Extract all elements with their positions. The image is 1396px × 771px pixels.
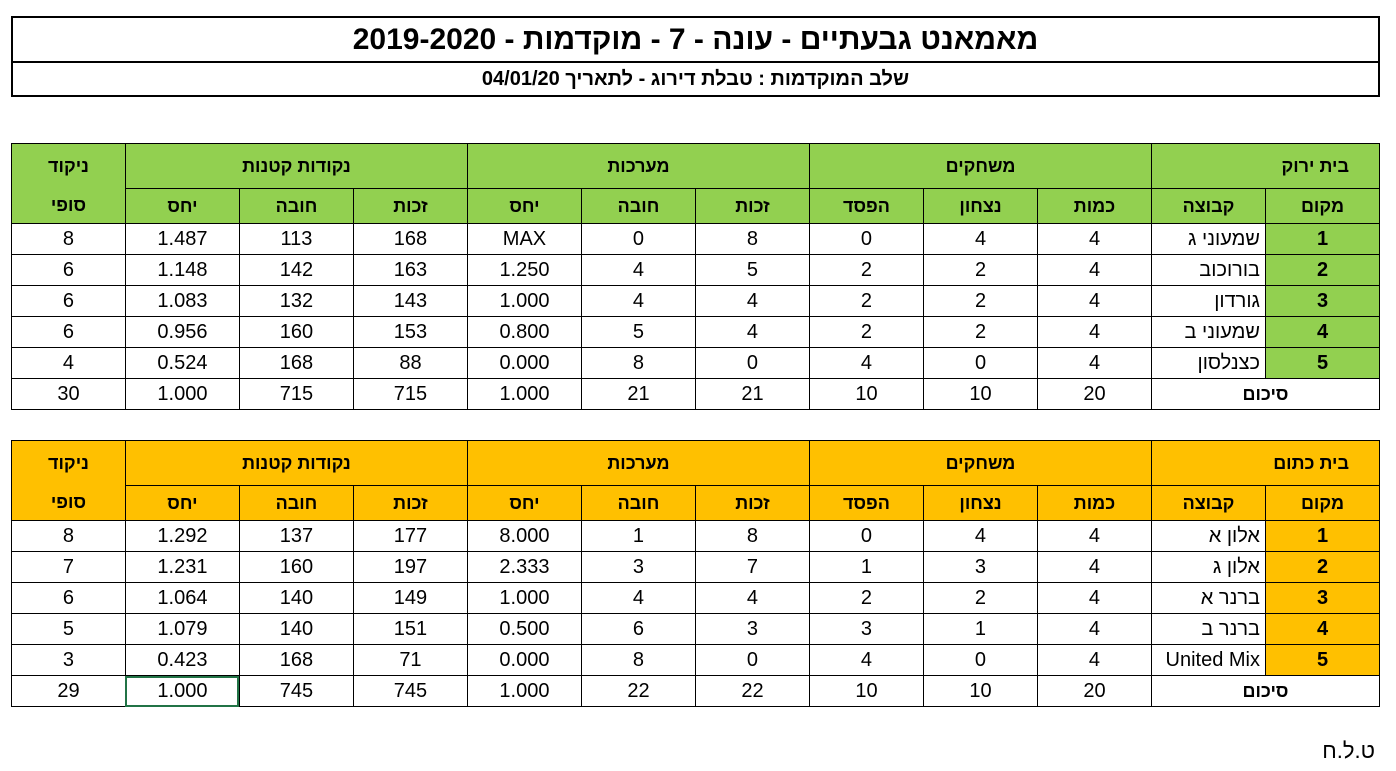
- rank-cell[interactable]: 3: [1266, 286, 1380, 317]
- score-cell[interactable]: 6: [12, 583, 126, 614]
- rank-cell[interactable]: 4: [1266, 317, 1380, 348]
- table-row: [12, 645, 1380, 676]
- games-header: משחקים: [809, 144, 1151, 189]
- won-cell[interactable]: 2: [924, 317, 1038, 348]
- sets-against-cell[interactable]: 8: [581, 645, 695, 676]
- score-header-top: ניקוד: [12, 441, 126, 486]
- won-header: נצחון: [923, 486, 1037, 521]
- rank-header: מקום: [1266, 189, 1380, 224]
- sets-for-cell[interactable]: 4: [695, 286, 809, 317]
- points-for-header: זכות: [353, 189, 467, 224]
- table-row: [12, 583, 1380, 614]
- points-header: נקודות קטנות: [125, 144, 467, 189]
- played-cell[interactable]: 4: [1038, 348, 1152, 379]
- group-table-green: [11, 143, 1380, 410]
- score-cell[interactable]: 6: [12, 317, 126, 348]
- played-cell[interactable]: 4: [1037, 614, 1151, 645]
- points-ratio-cell[interactable]: 1.231: [125, 552, 239, 583]
- rank-cell[interactable]: 1: [1266, 521, 1380, 552]
- team-cell[interactable]: שמעוני ג: [1152, 224, 1266, 255]
- points-against-cell[interactable]: 140: [239, 614, 353, 645]
- points-for-cell[interactable]: 163: [353, 255, 467, 286]
- rank-cell[interactable]: 4: [1266, 614, 1380, 645]
- sets-against-cell[interactable]: 3: [581, 552, 695, 583]
- group-name: בית ירוק: [1152, 144, 1380, 189]
- played-cell[interactable]: 20: [1037, 676, 1151, 707]
- sets-ratio-cell[interactable]: 2.333: [467, 552, 581, 583]
- played-cell[interactable]: 4: [1037, 552, 1151, 583]
- team-cell[interactable]: כצנלסון: [1152, 348, 1266, 379]
- sets-for-cell[interactable]: 4: [695, 583, 809, 614]
- sets-for-cell[interactable]: 7: [695, 552, 809, 583]
- lost-cell[interactable]: 0: [809, 521, 923, 552]
- score-cell[interactable]: 7: [12, 552, 126, 583]
- played-header: כמות: [1037, 486, 1151, 521]
- points-for-cell[interactable]: 745: [353, 676, 467, 707]
- played-header: כמות: [1038, 189, 1152, 224]
- score-header-bottom: סופי: [12, 486, 126, 521]
- sets-against-cell[interactable]: 21: [581, 379, 695, 410]
- played-cell[interactable]: 4: [1038, 255, 1152, 286]
- lost-cell[interactable]: 2: [809, 255, 923, 286]
- table-row: [12, 552, 1380, 583]
- rank-header: מקום: [1266, 486, 1380, 521]
- sets-header: מערכות: [467, 144, 809, 189]
- table-row: [12, 224, 1380, 255]
- played-cell[interactable]: 4: [1038, 317, 1152, 348]
- played-cell[interactable]: 4: [1038, 224, 1152, 255]
- points-ratio-cell[interactable]: 0.423: [125, 645, 239, 676]
- points-against-cell[interactable]: 168: [239, 645, 353, 676]
- sets-for-cell[interactable]: 5: [695, 255, 809, 286]
- played-cell[interactable]: 4: [1037, 521, 1151, 552]
- lost-cell[interactable]: 1: [809, 552, 923, 583]
- summary-row: [12, 676, 1380, 707]
- won-cell[interactable]: 10: [924, 379, 1038, 410]
- sets-against-cell[interactable]: 4: [581, 255, 695, 286]
- team-cell[interactable]: אלון ג: [1151, 552, 1265, 583]
- lost-cell[interactable]: 3: [809, 614, 923, 645]
- points-against-cell[interactable]: 132: [239, 286, 353, 317]
- won-cell[interactable]: 1: [923, 614, 1037, 645]
- team-cell[interactable]: שמעוני ב: [1152, 317, 1266, 348]
- won-header: נצחון: [924, 189, 1038, 224]
- sets-for-header: זכות: [695, 486, 809, 521]
- played-cell[interactable]: 4: [1038, 286, 1152, 317]
- points-header: נקודות קטנות: [125, 441, 467, 486]
- team-header: קבוצה: [1151, 486, 1265, 521]
- sets-ratio-cell[interactable]: 1.000: [467, 583, 581, 614]
- points-for-header: זכות: [353, 486, 467, 521]
- score-cell[interactable]: 4: [12, 348, 126, 379]
- rank-cell[interactable]: 3: [1266, 583, 1380, 614]
- won-cell[interactable]: 2: [924, 255, 1038, 286]
- points-for-cell[interactable]: 88: [353, 348, 467, 379]
- sets-header: מערכות: [467, 441, 809, 486]
- lost-header: הפסד: [809, 486, 923, 521]
- points-ratio-cell[interactable]: 0.524: [125, 348, 239, 379]
- points-for-cell[interactable]: 151: [353, 614, 467, 645]
- team-cell[interactable]: גורדון: [1152, 286, 1266, 317]
- points-against-cell[interactable]: 745: [239, 676, 353, 707]
- sets-against-header: חובה: [581, 486, 695, 521]
- sheet-title: מאמאנט גבעתיים - עונה - 7 - מוקדמות - 2019-2020: [11, 16, 1380, 63]
- sets-for-header: זכות: [695, 189, 809, 224]
- won-cell[interactable]: 0: [924, 348, 1038, 379]
- lost-cell[interactable]: 2: [809, 286, 923, 317]
- points-for-cell[interactable]: 168: [353, 224, 467, 255]
- summary-row: [12, 379, 1380, 410]
- score-header-top: ניקוד: [12, 144, 126, 189]
- sets-against-cell[interactable]: 22: [581, 676, 695, 707]
- table-row: [12, 614, 1380, 645]
- sets-for-cell[interactable]: 8: [695, 521, 809, 552]
- sets-against-cell[interactable]: 5: [581, 317, 695, 348]
- group-name: בית כתום: [1151, 441, 1379, 486]
- score-cell[interactable]: 30: [12, 379, 126, 410]
- sets-against-cell[interactable]: 6: [581, 614, 695, 645]
- table-row: [12, 255, 1380, 286]
- sets-ratio-cell[interactable]: 1.250: [467, 255, 581, 286]
- points-ratio-cell[interactable]: 1.292: [125, 521, 239, 552]
- points-ratio-cell[interactable]: 1.083: [125, 286, 239, 317]
- won-cell[interactable]: 4: [923, 521, 1037, 552]
- points-ratio-cell[interactable]: 1.000: [125, 379, 239, 410]
- points-ratio-header: יחס: [125, 486, 239, 521]
- team-cell[interactable]: בורוכוב: [1152, 255, 1266, 286]
- rank-cell[interactable]: 1: [1266, 224, 1380, 255]
- sets-for-cell[interactable]: 8: [695, 224, 809, 255]
- points-against-cell[interactable]: 113: [239, 224, 353, 255]
- sets-for-cell[interactable]: 22: [695, 676, 809, 707]
- played-cell[interactable]: 20: [1038, 379, 1152, 410]
- sets-ratio-cell[interactable]: 0.000: [467, 645, 581, 676]
- won-cell[interactable]: 2: [924, 286, 1038, 317]
- rank-cell[interactable]: 2: [1266, 255, 1380, 286]
- won-cell[interactable]: 2: [923, 583, 1037, 614]
- points-for-cell[interactable]: 177: [353, 521, 467, 552]
- points-against-cell[interactable]: 160: [239, 552, 353, 583]
- points-ratio-cell[interactable]: 1.148: [125, 255, 239, 286]
- points-ratio-cell[interactable]: 1.079: [125, 614, 239, 645]
- sets-ratio-cell[interactable]: 1.000: [467, 676, 581, 707]
- table-row: [12, 286, 1380, 317]
- sets-ratio-cell[interactable]: 8.000: [467, 521, 581, 552]
- points-ratio-header: יחס: [125, 189, 239, 224]
- points-against-cell[interactable]: 142: [239, 255, 353, 286]
- won-cell[interactable]: 4: [924, 224, 1038, 255]
- sets-for-cell[interactable]: 0: [695, 348, 809, 379]
- team-cell[interactable]: אלון א: [1151, 521, 1265, 552]
- sets-ratio-cell[interactable]: 0.500: [467, 614, 581, 645]
- team-cell[interactable]: ברנר א: [1151, 583, 1265, 614]
- games-header: משחקים: [809, 441, 1151, 486]
- group-table-orange: [11, 440, 1380, 707]
- won-cell[interactable]: 10: [923, 676, 1037, 707]
- team-cell[interactable]: ברנר ב: [1151, 614, 1265, 645]
- sheet-subtitle: שלב המוקדמות : טבלת דירוג - לתאריך 04/01/20: [11, 61, 1380, 97]
- sets-for-cell[interactable]: 4: [695, 317, 809, 348]
- score-cell[interactable]: 8: [12, 224, 126, 255]
- score-cell[interactable]: 8: [12, 521, 126, 552]
- score-header-bottom: סופי: [12, 189, 126, 224]
- won-cell[interactable]: 3: [923, 552, 1037, 583]
- points-for-cell[interactable]: 143: [353, 286, 467, 317]
- lost-cell[interactable]: 4: [809, 645, 923, 676]
- sets-ratio-cell[interactable]: MAX: [467, 224, 581, 255]
- points-against-header: חובה: [239, 189, 353, 224]
- rank-cell[interactable]: 5: [1266, 645, 1380, 676]
- lost-header: הפסד: [809, 189, 923, 224]
- played-cell[interactable]: 4: [1037, 645, 1151, 676]
- table-row: [12, 317, 1380, 348]
- summary-label[interactable]: סיכום: [1152, 379, 1380, 410]
- lost-cell[interactable]: 0: [809, 224, 923, 255]
- sets-ratio-header: יחס: [467, 486, 581, 521]
- sets-against-cell[interactable]: 4: [581, 286, 695, 317]
- points-ratio-cell[interactable]: 1.064: [125, 583, 239, 614]
- selected-cell[interactable]: 1.000: [125, 676, 239, 707]
- table-row: [12, 348, 1380, 379]
- points-against-cell[interactable]: 168: [239, 348, 353, 379]
- lost-cell[interactable]: 2: [809, 317, 923, 348]
- rank-cell[interactable]: 2: [1266, 552, 1380, 583]
- footer-signature: ט.ל.ח: [1322, 738, 1375, 763]
- won-cell[interactable]: 0: [923, 645, 1037, 676]
- points-against-cell[interactable]: 140: [239, 583, 353, 614]
- points-for-cell[interactable]: 715: [353, 379, 467, 410]
- score-cell[interactable]: 6: [12, 255, 126, 286]
- score-cell[interactable]: 3: [12, 645, 126, 676]
- sets-ratio-cell[interactable]: 1.000: [467, 379, 581, 410]
- sets-against-cell[interactable]: 1: [581, 521, 695, 552]
- sets-against-cell[interactable]: 0: [581, 224, 695, 255]
- points-against-cell[interactable]: 715: [239, 379, 353, 410]
- team-cell[interactable]: United Mix: [1151, 645, 1265, 676]
- sets-ratio-cell[interactable]: 0.800: [467, 317, 581, 348]
- points-for-cell[interactable]: 153: [353, 317, 467, 348]
- points-for-cell[interactable]: 197: [353, 552, 467, 583]
- points-against-cell[interactable]: 137: [239, 521, 353, 552]
- score-cell[interactable]: 5: [12, 614, 126, 645]
- score-cell[interactable]: 29: [12, 676, 126, 707]
- sets-for-cell[interactable]: 0: [695, 645, 809, 676]
- team-header: קבוצה: [1152, 189, 1266, 224]
- points-against-cell[interactable]: 160: [239, 317, 353, 348]
- points-for-cell[interactable]: 149: [353, 583, 467, 614]
- lost-cell[interactable]: 2: [809, 583, 923, 614]
- rank-cell[interactable]: 5: [1266, 348, 1380, 379]
- sets-ratio-header: יחס: [467, 189, 581, 224]
- summary-label[interactable]: סיכום: [1151, 676, 1379, 707]
- sets-against-header: חובה: [581, 189, 695, 224]
- points-for-cell[interactable]: 71: [353, 645, 467, 676]
- score-cell[interactable]: 6: [12, 286, 126, 317]
- table-row: [12, 521, 1380, 552]
- sets-ratio-cell[interactable]: 0.000: [467, 348, 581, 379]
- sets-ratio-cell[interactable]: 1.000: [467, 286, 581, 317]
- sets-against-cell[interactable]: 4: [581, 583, 695, 614]
- points-against-header: חובה: [239, 486, 353, 521]
- sets-for-cell[interactable]: 3: [695, 614, 809, 645]
- lost-cell[interactable]: 4: [809, 348, 923, 379]
- lost-cell[interactable]: 10: [809, 379, 923, 410]
- played-cell[interactable]: 4: [1037, 583, 1151, 614]
- lost-cell[interactable]: 10: [809, 676, 923, 707]
- sets-for-cell[interactable]: 21: [695, 379, 809, 410]
- sets-against-cell[interactable]: 8: [581, 348, 695, 379]
- points-ratio-cell[interactable]: 1.487: [125, 224, 239, 255]
- points-ratio-cell[interactable]: 0.956: [125, 317, 239, 348]
